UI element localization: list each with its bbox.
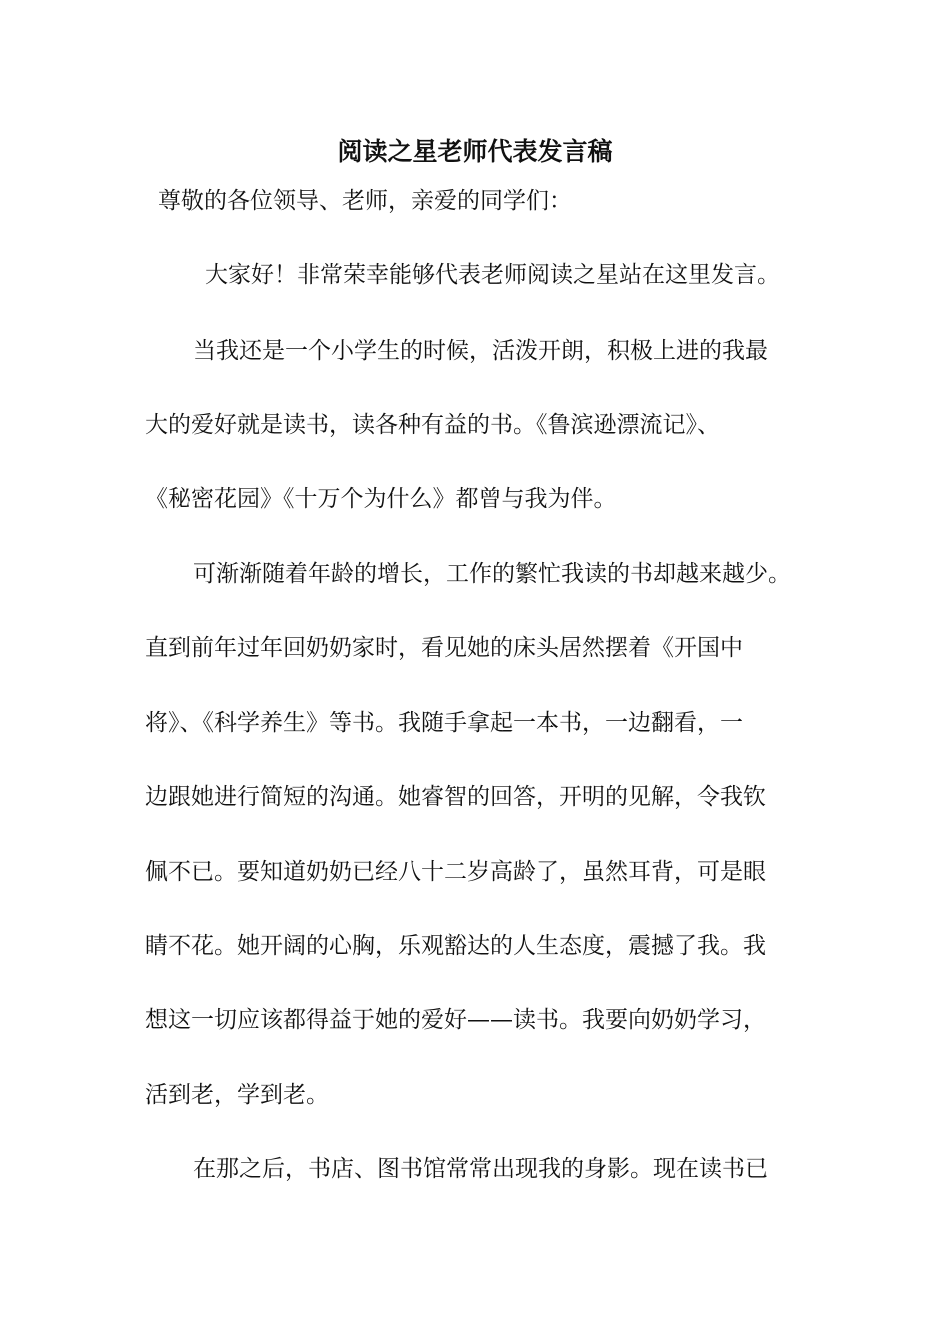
paragraph-line: 可渐渐随着年龄的增长，工作的繁忙我读的书却越来越少。 <box>193 561 791 587</box>
paragraph-line: 边跟她进行简短的沟通。她睿智的回答，开明的见解，令我钦 <box>145 784 766 810</box>
paragraph-line: 活到老，学到老。 <box>145 1082 329 1108</box>
paragraph-line: 佩不已。要知道奶奶已经八十二岁高龄了，虽然耳背，可是眼 <box>145 859 766 885</box>
document-title: 阅读之星老师代表发言稿 <box>337 137 613 166</box>
paragraph-line: 在那之后，书店、图书馆常常出现我的身影。现在读书已 <box>193 1156 768 1182</box>
paragraph-line: 睛不花。她开阔的心胸，乐观豁达的人生态度，震撼了我。我 <box>145 933 766 959</box>
paragraph-line: 《秘密花园》《十万个为什么》都曾与我为伴。 <box>145 486 617 512</box>
salutation-line: 尊敬的各位领导、老师，亲爱的同学们： <box>158 188 572 214</box>
greeting-line: 大家好！非常荣幸能够代表老师阅读之星站在这里发言。 <box>205 262 780 288</box>
paragraph-line: 想这一切应该都得益于她的爱好——读书。我要向奶奶学习， <box>145 1007 766 1033</box>
paragraph-line: 将》、《科学养生》等书。我随手拿起一本书，一边翻看，一 <box>145 710 743 736</box>
paragraph-line: 大的爱好就是读书，读各种有益的书。《鲁滨逊漂流记》、 <box>145 412 720 438</box>
paragraph-line: 直到前年过年回奶奶家时，看见她的床头居然摆着《开国中 <box>145 635 743 661</box>
paragraph-line: 当我还是一个小学生的时候，活泼开朗，积极上进的我最 <box>193 338 768 364</box>
